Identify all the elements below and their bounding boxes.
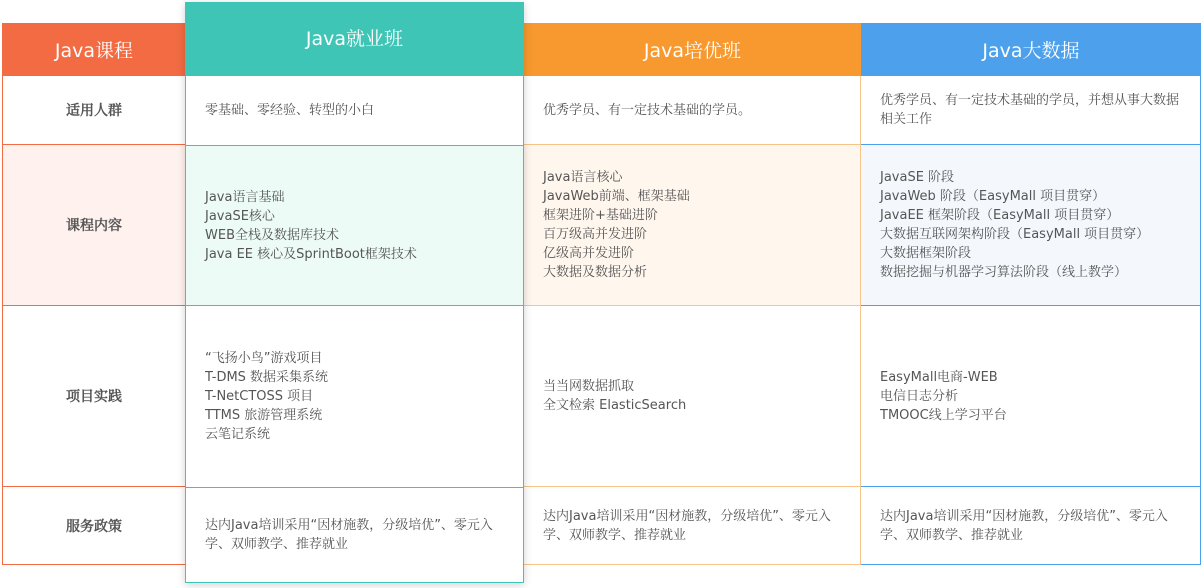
header-java-peiyou[interactable] — [524, 23, 861, 76]
header-java-dashuju-label: Java大数据 — [982, 40, 1080, 62]
jiuye-practice-cell — [186, 306, 523, 487]
list-item: 数据挖掘与机器学习算法阶段（线上教学） — [880, 265, 1128, 280]
row-label-practice-text: 项目实践 — [66, 389, 122, 405]
header-java-course-label: Java课程 — [54, 40, 134, 62]
header-java-course — [3, 23, 185, 76]
jiuye-service-cell — [186, 488, 523, 582]
grid-line — [1200, 23, 1201, 565]
grid-line — [524, 564, 861, 565]
header-java-jiuye-label: Java就业班 — [305, 27, 404, 50]
list-item: “飞扬小鸟”游戏项目 — [205, 351, 323, 366]
dashuju-practice-cell — [861, 306, 1200, 486]
list-item: 百万级高并发进阶 — [543, 227, 648, 242]
list-item: JavaWeb前端、框架基础 — [543, 189, 690, 204]
list-item: T-NetCTOSS 项目 — [205, 389, 314, 404]
peiyou-service-text: 达内Java培训采用“因材施教，分级培优”、零元入学、双师教学、推荐就业 — [543, 508, 831, 543]
list-item: T-DMS 数据采集系统 — [205, 370, 329, 385]
list-item: 大数据框架阶段 — [880, 246, 972, 261]
list-item: Java语言核心 — [543, 170, 623, 185]
jiuye-audience-cell — [186, 76, 523, 145]
peiyou-audience-cell — [524, 76, 860, 144]
list-item: TTMS 旅游管理系统 — [205, 408, 323, 423]
header-java-dashuju[interactable] — [861, 23, 1201, 76]
peiyou-service-cell — [524, 487, 860, 564]
list-item: WEB全栈及数据库技术 — [205, 227, 339, 243]
peiyou-practice-cell — [524, 306, 860, 486]
list-item: 大数据互联网架构阶段（EasyMall 项目贯穿） — [880, 227, 1150, 242]
list-item: Java EE 核心及SprintBoot框架技术 — [205, 246, 417, 262]
row-label-service — [3, 487, 185, 564]
list-item: 框架进阶+基础进阶 — [543, 208, 658, 223]
dashuju-service-cell — [861, 487, 1200, 564]
list-item: JavaSE 阶段 — [880, 170, 955, 185]
list-item: JavaWeb 阶段（EasyMall 项目贯穿） — [880, 189, 1106, 204]
row-label-content-text: 课程内容 — [66, 218, 122, 234]
row-label-service-text: 服务政策 — [66, 518, 122, 535]
grid-line — [3, 564, 185, 565]
jiuye-audience-text: 零基础、零经验、转型的小白 — [205, 103, 375, 118]
dashuju-service-text: 达内Java培训采用“因材施教，分级培优”、零元入学、双师教学、推荐就业 — [880, 508, 1168, 543]
jiuye-column-card[interactable] — [185, 2, 524, 583]
list-item: EasyMall电商-WEB — [880, 369, 998, 385]
list-item: JavaEE 框架阶段（EasyMall 项目贯穿） — [880, 208, 1120, 223]
dashuju-audience-text: 优秀学员、有一定技术基础的学员，并想从事大数据相关工作 — [880, 93, 1180, 127]
row-label-audience — [3, 76, 185, 144]
list-item: 电信日志分析 — [880, 388, 959, 404]
list-item: 亿级高并发进阶 — [543, 246, 635, 261]
list-item: TMOOC线上学习平台 — [880, 407, 1007, 423]
peiyou-audience-text: 优秀学员、有一定技术基础的学员。 — [543, 102, 752, 118]
grid-line — [861, 564, 1201, 565]
jiuye-service-text: 达内Java培训采用“因材施教，分级培优”、零元入学、双师教学、推荐就业 — [205, 518, 493, 552]
row-label-audience-text: 适用人群 — [66, 103, 122, 119]
header-java-peiyou-label: Java培优班 — [643, 40, 742, 62]
row-label-content — [3, 145, 185, 305]
row-label-practice — [3, 306, 185, 486]
dashuju-audience-cell — [861, 76, 1200, 144]
list-item: 大数据及数据分析 — [543, 265, 648, 280]
list-item: JavaSE核心 — [205, 208, 275, 224]
dashuju-content-cell — [861, 145, 1200, 305]
list-item: Java语言基础 — [205, 189, 285, 205]
list-item: 云笔记系统 — [205, 427, 271, 442]
jiuye-content-cell — [186, 146, 523, 305]
list-item: 全文检索 ElasticSearch — [543, 398, 687, 413]
list-item: 当当网数据抓取 — [543, 379, 635, 394]
peiyou-content-cell — [524, 145, 860, 305]
header-java-jiuye[interactable] — [185, 2, 524, 76]
